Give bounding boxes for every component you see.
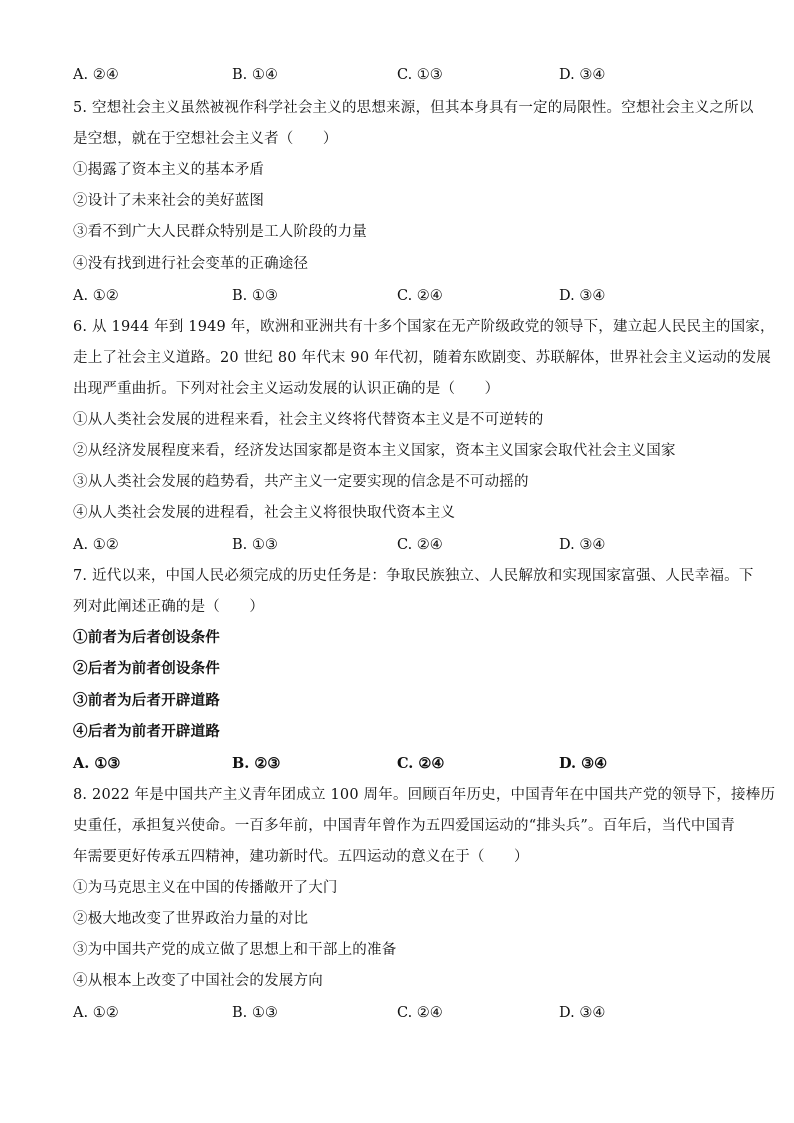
q6-item-2: ②从经济发展程度来看，经济发达国家都是资本主义国家，资本主义国家会取代社会主义国家 — [73, 443, 676, 459]
q8-item-3: ③为中国共产党的成立做了思想上和干部上的准备 — [73, 942, 397, 958]
q7-stem-line-2: 列对此阐述正确的是（ ） — [73, 599, 265, 615]
option-d[interactable]: D. ③④ — [559, 288, 606, 304]
option-a[interactable]: A. ①② — [73, 537, 119, 553]
option-b[interactable]: B. ①③ — [232, 288, 278, 304]
prev-question-options — [73, 65, 733, 85]
option-b[interactable]: B. ①③ — [232, 537, 278, 553]
q7-stem-line-1: 7. 近代以来，中国人民必须完成的历史任务是：争取民族独立、人民解放和实现国家富强、人民幸福。下 — [73, 568, 754, 584]
q8-item-1: ①为马克思主义在中国的传播敞开了大门 — [73, 880, 338, 896]
q7-item-2: ②后者为前者创设条件 — [73, 660, 220, 677]
q6-item-1: ①从人类社会发展的进程来看，社会主义终将代替资本主义是不可逆转的 — [73, 412, 544, 428]
option-c[interactable]: C. ①③ — [397, 67, 443, 83]
q6-options — [73, 535, 733, 555]
option-c[interactable]: C. ②④ — [397, 288, 443, 304]
q5-item-3: ③看不到广大人民群众特别是工人阶段的力量 — [73, 224, 367, 240]
option-a[interactable]: A. ②④ — [73, 67, 119, 83]
q8-stem-line-1: 8. 2022 年是中国共产主义青年团成立 100 周年。回顾百年历史，中国青年在中国共产党的领导下，接棒历 — [73, 787, 776, 803]
q7-options — [73, 754, 733, 774]
q7-item-4: ④后者为前者开辟道路 — [73, 723, 220, 740]
q5-stem-line-1: 5. 空想社会主义虽然被视作科学社会主义的思想来源，但其本身具有一定的局限性。空想社会主义之所以 — [73, 100, 754, 116]
option-c[interactable]: C. ②④ — [397, 1005, 443, 1021]
q5-options — [73, 286, 733, 306]
option-b[interactable]: B. ①④ — [232, 67, 278, 83]
q8-options — [73, 1003, 733, 1023]
q6-item-3: ③从人类社会发展的趋势看，共产主义一定要实现的信念是不可动摇的 — [73, 474, 529, 490]
option-d[interactable]: D. ③④ — [559, 1005, 606, 1021]
q5-item-2: ②设计了未来社会的美好蓝图 — [73, 193, 265, 209]
option-a[interactable]: A. ①③ — [73, 755, 121, 772]
option-d[interactable]: D. ③④ — [559, 755, 608, 772]
q7-item-1: ①前者为后者创设条件 — [73, 629, 220, 646]
q7-item-3: ③前者为后者开辟道路 — [73, 692, 220, 709]
option-d[interactable]: D. ③④ — [559, 537, 606, 553]
q8-item-2: ②极大地改变了世界政治力量的对比 — [73, 911, 309, 927]
q5-item-4: ④没有找到进行社会变革的正确途径 — [73, 256, 309, 272]
option-c[interactable]: C. ②④ — [397, 755, 445, 772]
option-b[interactable]: B. ②③ — [232, 755, 281, 772]
q6-stem-line-1: 6. 从 1944 年到 1949 年，欧洲和亚洲共有十多个国家在无产阶级政党的领导下，建立起人民民主的国家， — [73, 319, 775, 335]
q5-stem-line-2: 是空想，就在于空想社会主义者（ ） — [73, 131, 338, 147]
option-b[interactable]: B. ①③ — [232, 1005, 278, 1021]
q8-stem-line-2: 史重任，承担复兴使命。一百多年前，中国青年曾作为五四爱国运动的“排头兵”。百年后，当代中国青 — [73, 818, 736, 834]
q6-stem-line-2: 走上了社会主义道路。20 世纪 80 年代末 90 年代初，随着东欧剧变、苏联解体，世界社会主义运动的发展 — [73, 350, 771, 366]
option-c[interactable]: C. ②④ — [397, 537, 443, 553]
q8-stem-line-3: 年需要更好传承五四精神，建功新时代。五四运动的意义在于（ ） — [73, 849, 529, 865]
option-a[interactable]: A. ①② — [73, 288, 119, 304]
q6-item-4: ④从人类社会发展的进程看，社会主义将很快取代资本主义 — [73, 505, 456, 521]
q8-item-4: ④从根本上改变了中国社会的发展方向 — [73, 973, 323, 989]
option-a[interactable]: A. ①② — [73, 1005, 119, 1021]
option-d[interactable]: D. ③④ — [559, 67, 606, 83]
q6-stem-line-3: 出现严重曲折。下列对社会主义运动发展的认识正确的是（ ） — [73, 381, 500, 397]
q5-item-1: ①揭露了资本主义的基本矛盾 — [73, 162, 265, 178]
